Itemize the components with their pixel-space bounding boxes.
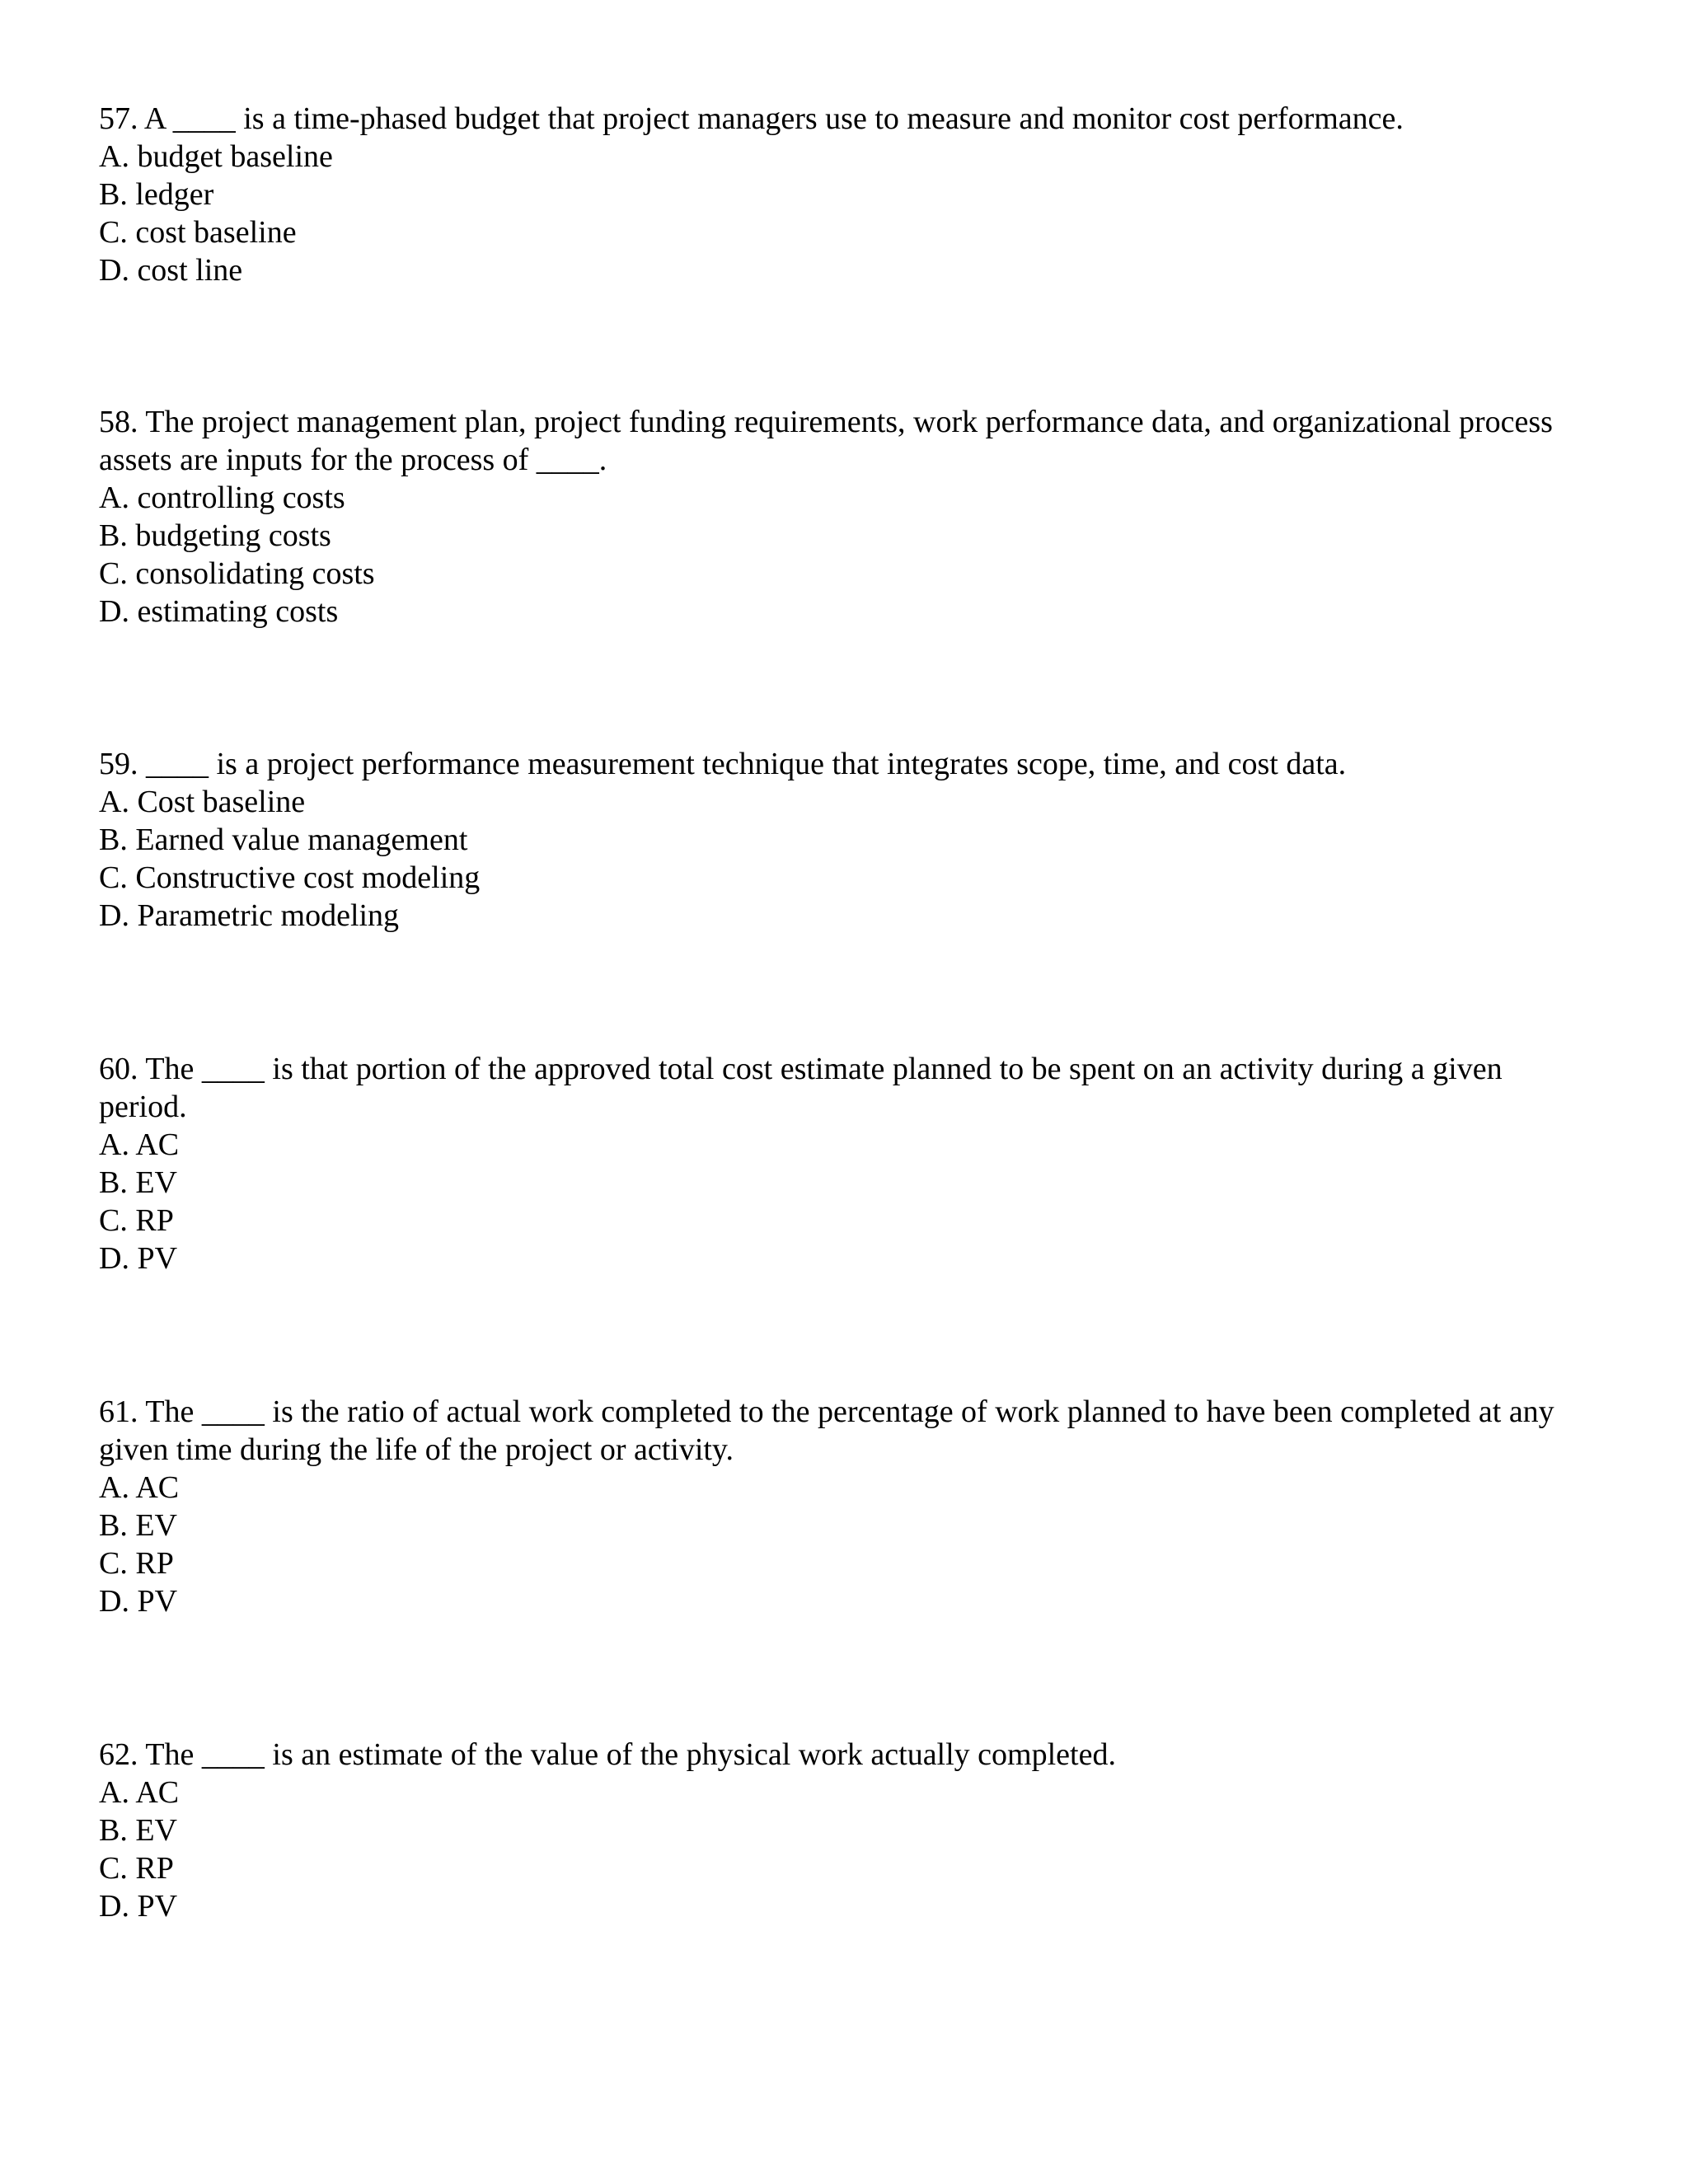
question-stem: 58. The project management plan, project funding requirements, work performance data, and organizational process assets are inputs for the process of ____. <box>99 405 1553 477</box>
answer-option-d: D. Parametric modeling <box>99 898 400 933</box>
question-stem: 57. A ____ is a time-phased budget that project managers use to measure and monitor cost performance. <box>99 101 1404 136</box>
answer-option-c: C. cost baseline <box>99 215 297 250</box>
answer-option-d: D. cost line <box>99 253 243 288</box>
answer-option-a: A. AC <box>99 1470 180 1505</box>
answer-option-d: D. PV <box>99 1241 178 1276</box>
question-stem: 62. The ____ is an estimate of the value of the physical work actually completed. <box>99 1737 1116 1772</box>
answer-option-b: B. EV <box>99 1165 177 1200</box>
answer-option-d: D. PV <box>99 1889 178 1924</box>
answer-option-b: B. EV <box>99 1508 177 1543</box>
answer-option-c: C. RP <box>99 1546 174 1581</box>
question-61 <box>99 1393 1582 1620</box>
question-60 <box>99 1050 1582 1277</box>
question-57 <box>99 100 1582 289</box>
answer-option-b: B. EV <box>99 1813 177 1848</box>
answer-options <box>99 1469 1582 1620</box>
answer-option-b: B. ledger <box>99 177 214 212</box>
question-59 <box>99 745 1582 935</box>
answer-option-b: B. Earned value management <box>99 823 468 857</box>
answer-option-c: C. RP <box>99 1851 174 1886</box>
question-stem: 61. The ____ is the ratio of actual work completed to the percentage of work planned to have been completed at any given time during the life of the project or activity. <box>99 1394 1554 1467</box>
answer-option-c: C. consolidating costs <box>99 556 375 591</box>
answer-option-b: B. budgeting costs <box>99 518 331 553</box>
answer-option-c: C. Constructive cost modeling <box>99 860 481 895</box>
answer-option-a: A. AC <box>99 1127 180 1162</box>
answer-option-a: A. Cost baseline <box>99 785 306 819</box>
answer-option-a: A. controlling costs <box>99 480 345 515</box>
answer-option-a: A. AC <box>99 1775 180 1810</box>
answer-option-c: C. RP <box>99 1203 174 1238</box>
question-stem: 60. The ____ is that portion of the approved total cost estimate planned to be spent on an activity during a given period. <box>99 1052 1503 1124</box>
answer-option-d: D. PV <box>99 1584 178 1619</box>
answer-options <box>99 479 1582 630</box>
answer-options <box>99 138 1582 289</box>
answer-options <box>99 1774 1582 1925</box>
answer-option-a: A. budget baseline <box>99 139 333 174</box>
answer-option-d: D. estimating costs <box>99 594 339 629</box>
question-62 <box>99 1736 1582 1925</box>
answer-options <box>99 1126 1582 1277</box>
question-stem: 59. ____ is a project performance measurement technique that integrates scope, time, and cost data. <box>99 747 1347 781</box>
answer-options <box>99 783 1582 935</box>
question-58 <box>99 403 1582 630</box>
